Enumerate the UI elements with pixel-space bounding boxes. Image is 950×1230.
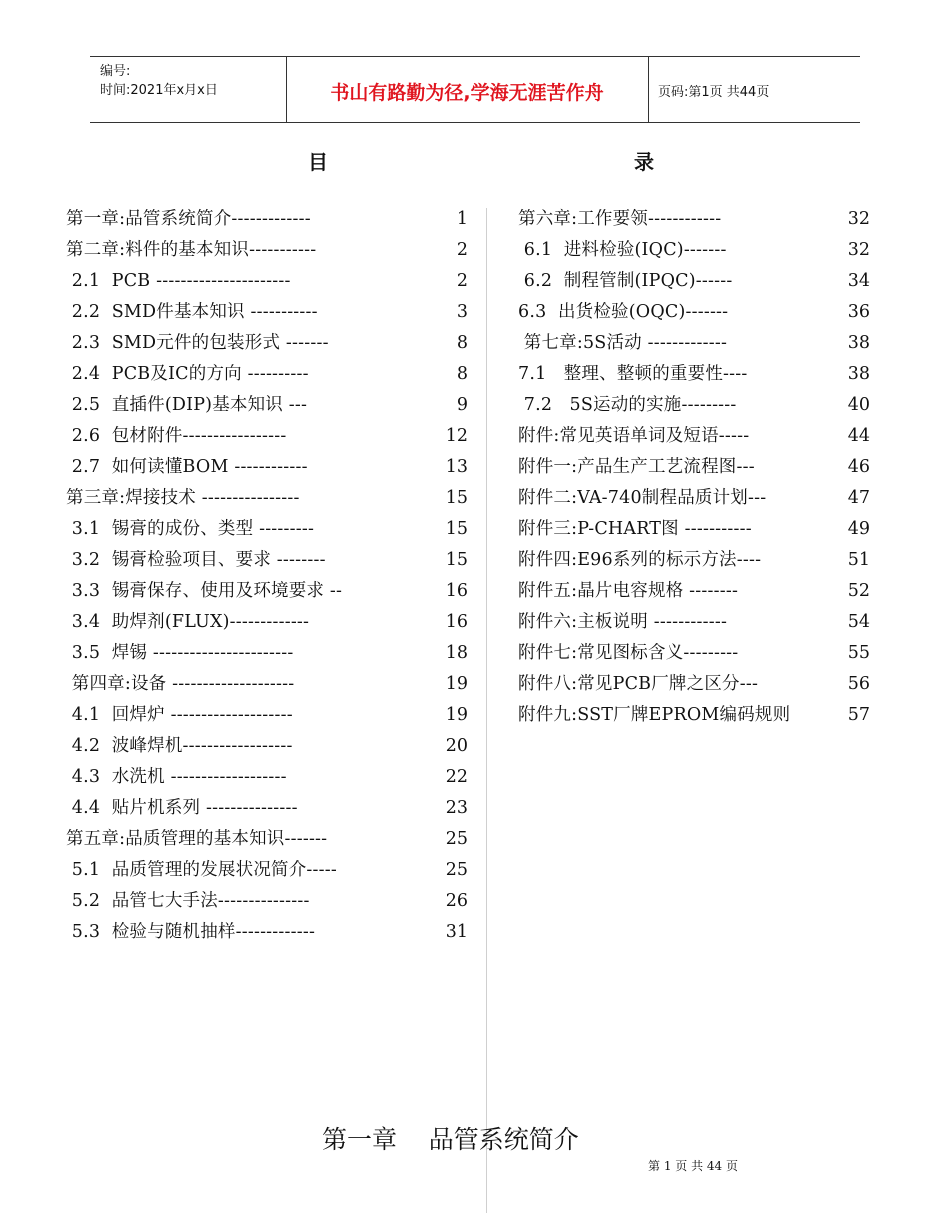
- toc-entry-title: 附件七:常见图标含义---------: [518, 643, 739, 663]
- toc-entry-title: 附件一:产品生产工艺流程图---: [518, 457, 755, 477]
- toc-entry-page-number: 32: [847, 209, 870, 229]
- toc-entry[interactable]: [66, 793, 476, 824]
- toc-entry-page-number: 9: [456, 395, 468, 415]
- header-top-rule: [90, 56, 860, 57]
- toc-entry-page-number: 56: [847, 674, 870, 694]
- toc-title-left: 目: [308, 150, 328, 174]
- toc-entry-title: 3.3 锡膏保存、使用及环境要求 --: [66, 581, 343, 601]
- toc-entry[interactable]: [66, 669, 476, 700]
- toc-entry-page-number: 36: [847, 302, 870, 322]
- toc-entry-title: 5.2 品管七大手法---------------: [66, 891, 310, 911]
- toc-entry-title: 6.2 制程管制(IPQC)------: [518, 271, 733, 291]
- toc-entry-page-number: 22: [445, 767, 468, 787]
- toc-entry[interactable]: [66, 235, 476, 266]
- toc-entry-title: 2.7 如何读懂BOM ------------: [66, 457, 308, 477]
- toc-entry-page-number: 34: [847, 271, 870, 291]
- toc-entry-title: 附件:常见英语单词及短语-----: [518, 426, 750, 446]
- toc-entry[interactable]: [518, 359, 878, 390]
- toc-entry[interactable]: [518, 545, 878, 576]
- toc-entry-title: 2.6 包材附件-----------------: [66, 426, 287, 446]
- toc-entry[interactable]: [66, 483, 476, 514]
- document-time-label: 时间:2021年x月x日: [100, 83, 218, 98]
- header-motto: 书山有路勤为径,学海无涯苦作舟: [330, 82, 604, 104]
- toc-entry-title: 附件二:VA-740制程品质计划---: [518, 488, 767, 508]
- toc-entry-page-number: 16: [445, 581, 468, 601]
- toc-entry[interactable]: [66, 328, 476, 359]
- toc-entry-page-number: 20: [445, 736, 468, 756]
- toc-entry-page-number: 57: [847, 705, 870, 725]
- toc-entry-page-number: 13: [445, 457, 468, 477]
- toc-entry-title: 7.1 整理、整顿的重要性----: [518, 364, 748, 384]
- toc-entry[interactable]: [518, 669, 878, 700]
- toc-entry[interactable]: [518, 266, 878, 297]
- toc-entry-title: 4.3 水洗机 -------------------: [66, 767, 287, 787]
- toc-entry-page-number: 38: [847, 364, 870, 384]
- toc-entry-page-number: 16: [445, 612, 468, 632]
- toc-entry-page-number: 15: [445, 488, 468, 508]
- toc-entry[interactable]: [66, 266, 476, 297]
- toc-entry-title: 5.3 检验与随机抽样-------------: [66, 922, 316, 942]
- toc-entry-page-number: 55: [847, 643, 870, 663]
- toc-entry-title: 第六章:工作要领------------: [518, 209, 722, 229]
- toc-entry-title: 附件六:主板说明 ------------: [518, 612, 728, 632]
- toc-entry-page-number: 19: [445, 705, 468, 725]
- toc-entry[interactable]: [66, 638, 476, 669]
- toc-entry-page-number: 8: [456, 333, 468, 353]
- header-bottom-rule: [90, 122, 860, 123]
- header-page-info: 页码:第1页 共44页: [658, 85, 770, 100]
- toc-entry-title: 第一章:品管系统简介-------------: [66, 209, 311, 229]
- toc-entry-page-number: 15: [445, 519, 468, 539]
- toc-right-column: [518, 204, 878, 731]
- toc-entry[interactable]: [518, 638, 878, 669]
- toc-entry[interactable]: [66, 514, 476, 545]
- footer-page-number: 第 1 页 共 44 页: [648, 1159, 738, 1173]
- toc-entry-page-number: 47: [847, 488, 870, 508]
- toc-entry-title: 附件三:P-CHART图 -----------: [518, 519, 752, 539]
- toc-entry-page-number: 54: [847, 612, 870, 632]
- toc-entry-title: 3.5 焊锡 -----------------------: [66, 643, 294, 663]
- toc-entry[interactable]: [518, 483, 878, 514]
- toc-entry-title: 3.2 锡膏检验项目、要求 --------: [66, 550, 326, 570]
- toc-entry-title: 4.1 回焊炉 --------------------: [66, 705, 293, 725]
- toc-entry-title: 3.4 助焊剂(FLUX)-------------: [66, 612, 310, 632]
- toc-entry-title: 2.2 SMD件基本知识 -----------: [66, 302, 318, 322]
- toc-entry[interactable]: [518, 297, 878, 328]
- toc-entry-title: 第五章:品质管理的基本知识-------: [66, 829, 328, 849]
- toc-entry-title: 6.1 进料检验(IQC)-------: [518, 240, 727, 260]
- toc-entry[interactable]: [518, 421, 878, 452]
- toc-entry-title: 第二章:料件的基本知识-----------: [66, 240, 317, 260]
- chapter-heading: 第一章 品管系统简介: [322, 1125, 579, 1154]
- toc-entry[interactable]: [66, 886, 476, 917]
- toc-entry[interactable]: [518, 607, 878, 638]
- toc-entry-page-number: 51: [847, 550, 870, 570]
- toc-entry-title: 5.1 品质管理的发展状况简介-----: [66, 860, 337, 880]
- toc-entry-page-number: 31: [445, 922, 468, 942]
- toc-entry[interactable]: [518, 452, 878, 483]
- toc-entry-page-number: 12: [445, 426, 468, 446]
- toc-entry-page-number: 25: [445, 829, 468, 849]
- toc-entry[interactable]: [66, 545, 476, 576]
- toc-entry[interactable]: [66, 390, 476, 421]
- toc-entry-title: 第七章:5S活动 -------------: [518, 333, 728, 353]
- column-divider: [486, 208, 487, 1213]
- toc-entry[interactable]: [518, 700, 878, 731]
- toc-entry[interactable]: [66, 421, 476, 452]
- toc-entry-page-number: 19: [445, 674, 468, 694]
- toc-entry-page-number: 8: [456, 364, 468, 384]
- toc-entry-title: 6.3 出货检验(OQC)-------: [518, 302, 729, 322]
- toc-entry[interactable]: [66, 576, 476, 607]
- toc-entry-page-number: 46: [847, 457, 870, 477]
- toc-entry[interactable]: [66, 359, 476, 390]
- toc-entry-page-number: 25: [445, 860, 468, 880]
- toc-left-column: [66, 204, 476, 948]
- toc-entry-page-number: 2: [456, 271, 468, 291]
- header-divider-right: [648, 57, 649, 122]
- toc-entry-title: 2.4 PCB及IC的方向 ----------: [66, 364, 309, 384]
- toc-entry-title: 2.5 直插件(DIP)基本知识 ---: [66, 395, 308, 415]
- toc-entry[interactable]: [66, 607, 476, 638]
- toc-entry-title: 附件五:晶片电容规格 --------: [518, 581, 739, 601]
- toc-entry-title: 附件四:E96系列的标示方法----: [518, 550, 762, 570]
- toc-entry-title: 附件八:常见PCB厂牌之区分---: [518, 674, 759, 694]
- toc-entry-title: 第三章:焊接技术 ----------------: [66, 488, 300, 508]
- toc-title-right: 录: [634, 150, 654, 174]
- toc-entry-title: 3.1 锡膏的成份、类型 ---------: [66, 519, 315, 539]
- document-number-label: 编号:: [100, 64, 131, 79]
- toc-entry-page-number: 52: [847, 581, 870, 601]
- toc-entry[interactable]: [66, 452, 476, 483]
- toc-entry-title: 附件九:SST厂牌EPROM编码规则: [518, 705, 791, 725]
- toc-entry[interactable]: [518, 514, 878, 545]
- toc-entry-page-number: 40: [847, 395, 870, 415]
- toc-entry-page-number: 2: [456, 240, 468, 260]
- toc-entry-page-number: 15: [445, 550, 468, 570]
- toc-entry[interactable]: [66, 762, 476, 793]
- toc-entry-page-number: 38: [847, 333, 870, 353]
- toc-entry-title: 7.2 5S运动的实施---------: [518, 395, 737, 415]
- toc-entry[interactable]: [66, 917, 476, 948]
- toc-entry-title: 2.3 SMD元件的包装形式 -------: [66, 333, 329, 353]
- toc-entry-page-number: 3: [456, 302, 468, 322]
- toc-entry[interactable]: [66, 855, 476, 886]
- toc-entry[interactable]: [518, 390, 878, 421]
- toc-entry[interactable]: [66, 700, 476, 731]
- toc-entry-page-number: 32: [847, 240, 870, 260]
- toc-entry[interactable]: [518, 204, 878, 235]
- toc-entry[interactable]: [66, 204, 476, 235]
- toc-entry[interactable]: [66, 297, 476, 328]
- toc-entry-page-number: 26: [445, 891, 468, 911]
- toc-entry[interactable]: [518, 328, 878, 359]
- toc-entry-page-number: 18: [445, 643, 468, 663]
- toc-entry-title: 2.1 PCB ----------------------: [66, 271, 291, 291]
- toc-entry-page-number: 44: [847, 426, 870, 446]
- toc-entry[interactable]: [66, 824, 476, 855]
- toc-entry[interactable]: [518, 576, 878, 607]
- toc-entry-title: 4.4 贴片机系列 ---------------: [66, 798, 298, 818]
- toc-entry-page-number: 1: [456, 209, 468, 229]
- toc-entry-page-number: 23: [445, 798, 468, 818]
- toc-entry-title: 第四章:设备 --------------------: [66, 674, 295, 694]
- toc-entry[interactable]: [518, 235, 878, 266]
- toc-entry[interactable]: [66, 731, 476, 762]
- toc-entry-title: 4.2 波峰焊机------------------: [66, 736, 293, 756]
- toc-entry-page-number: 49: [847, 519, 870, 539]
